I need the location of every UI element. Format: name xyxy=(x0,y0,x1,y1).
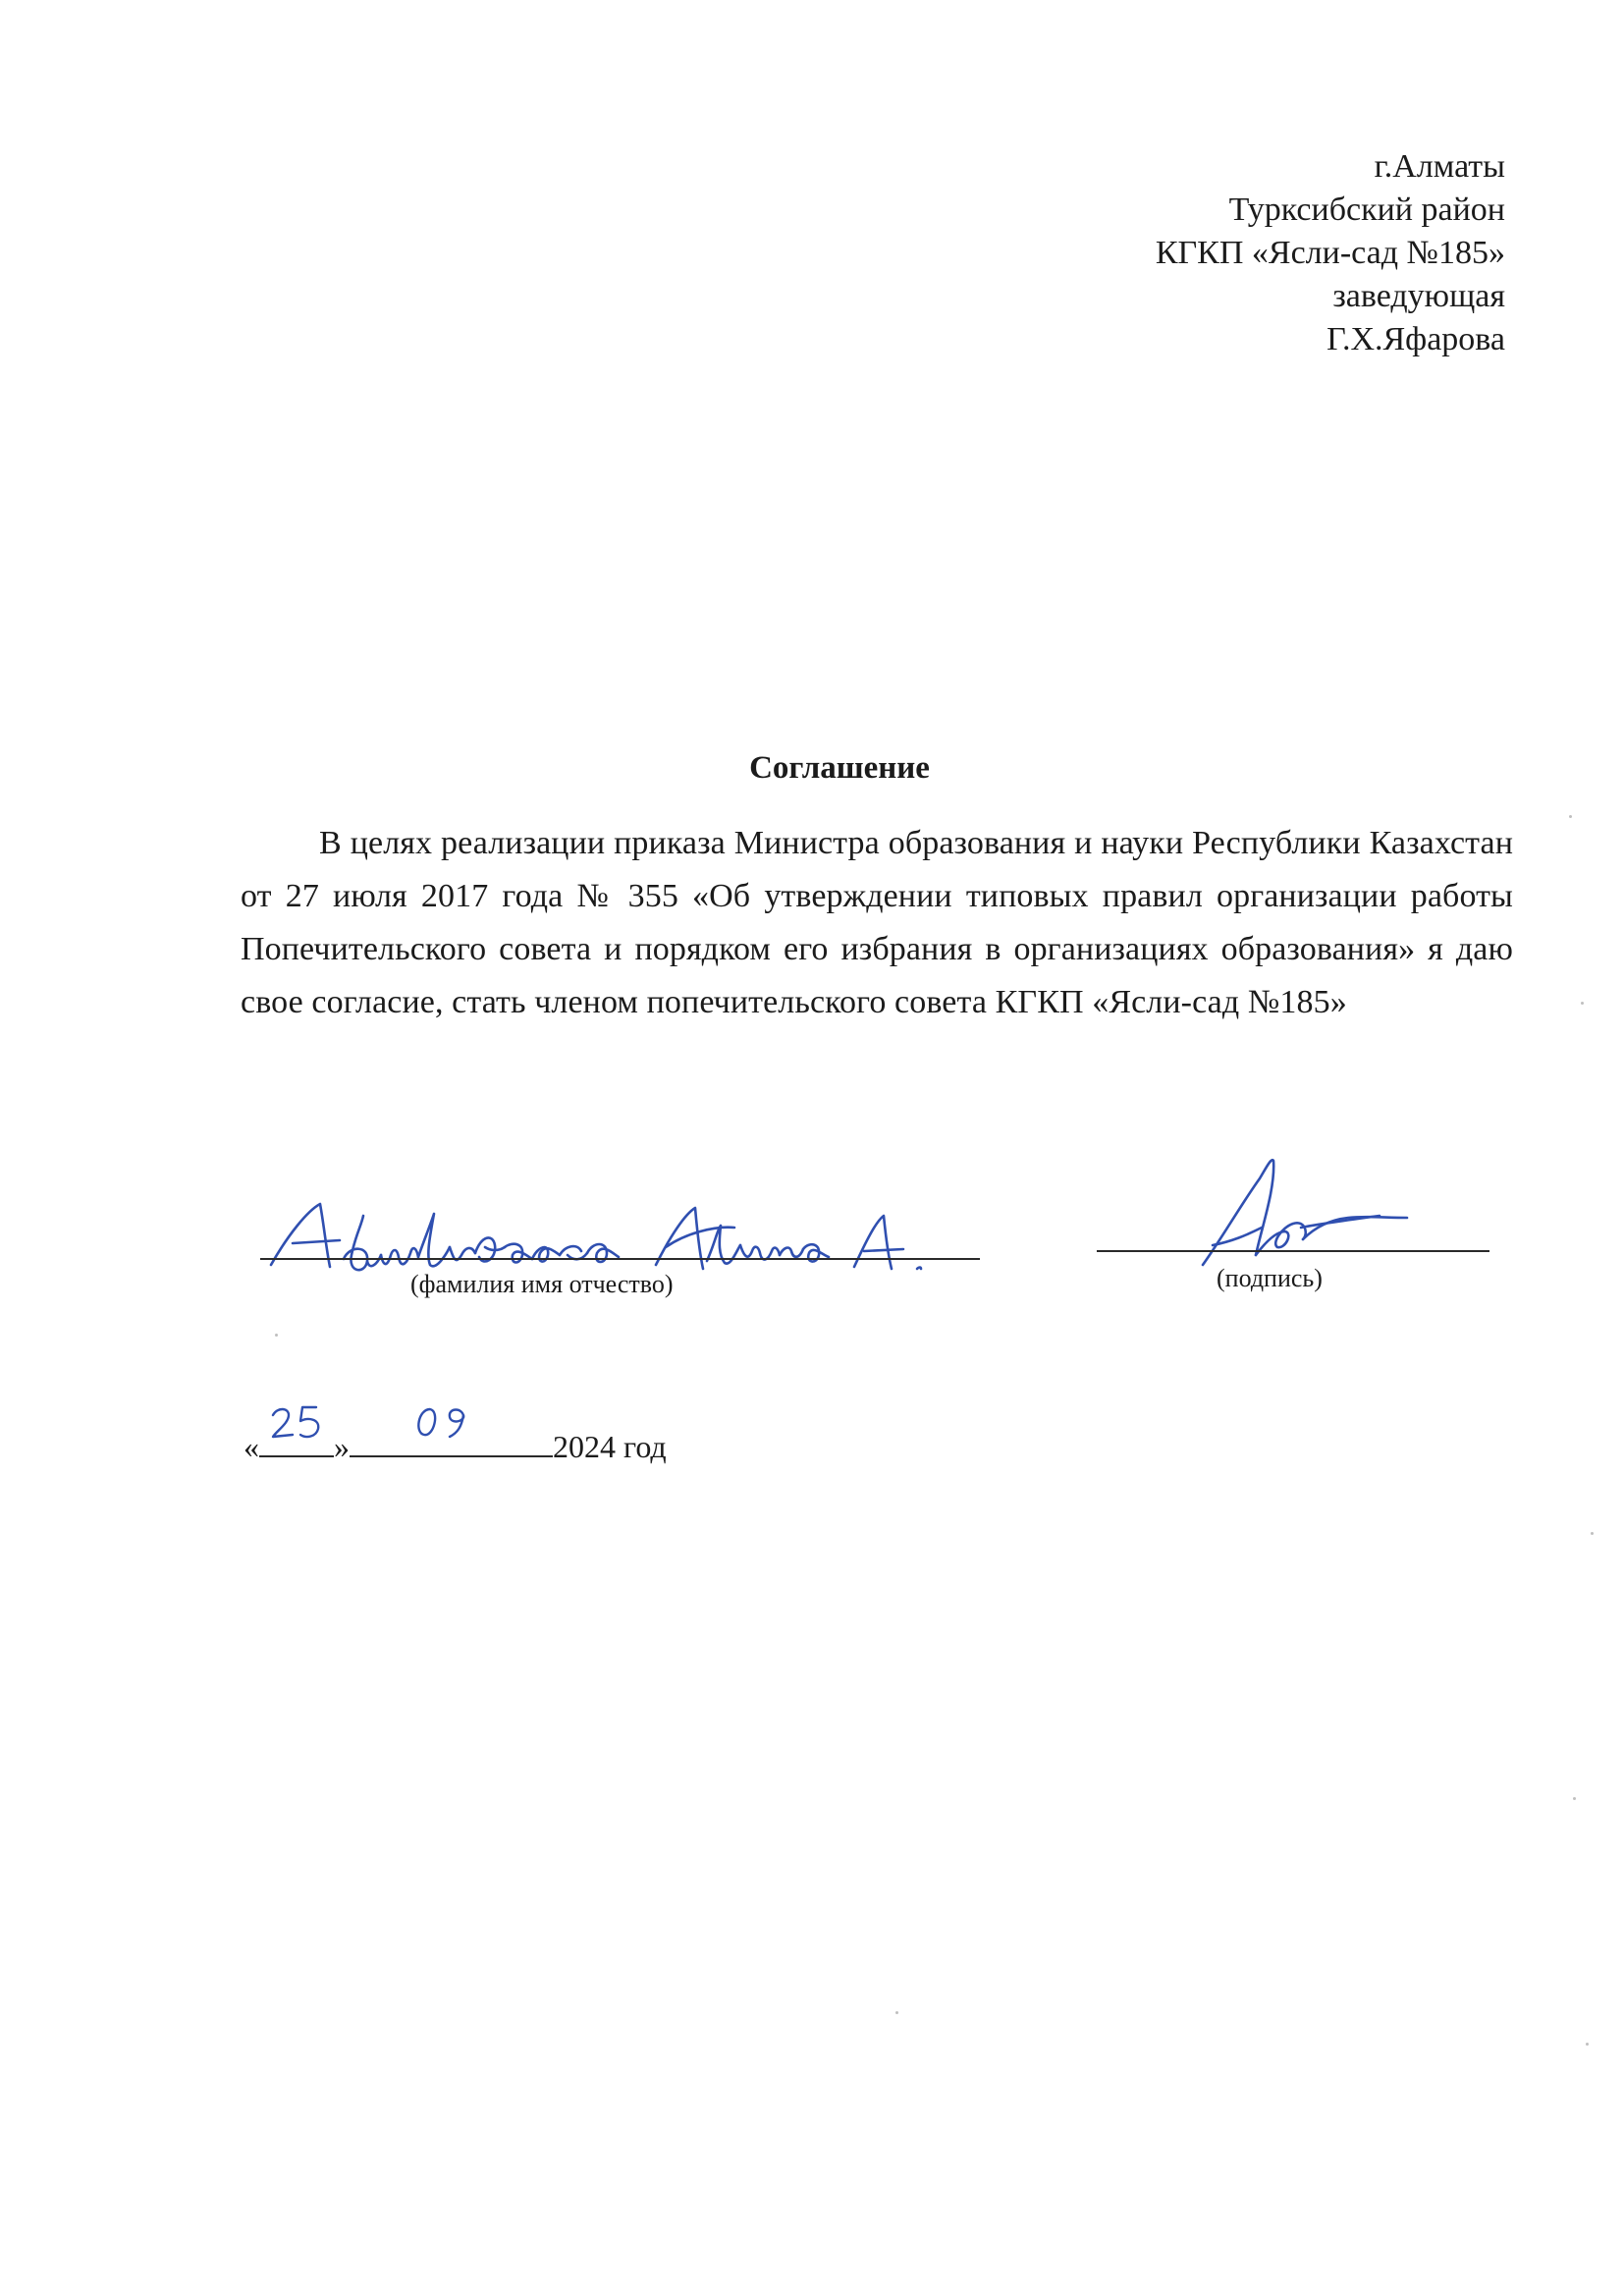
date-day-handwritten xyxy=(267,1403,330,1453)
scan-noise-dot xyxy=(1591,1532,1594,1535)
addressee-name: Г.Х.Яфарова xyxy=(1326,321,1505,357)
scan-noise-dot xyxy=(1581,1002,1584,1005)
date-year: 2024 год xyxy=(553,1429,667,1464)
addressee-district: Турксибский район xyxy=(1228,191,1505,228)
scan-noise-dot xyxy=(1573,1797,1576,1800)
addressee-organization: КГКП «Ясли-сад №185» xyxy=(1155,235,1505,271)
date-month-handwritten xyxy=(410,1403,479,1453)
name-line xyxy=(260,1258,980,1260)
signature-line xyxy=(1097,1250,1489,1252)
document-body: В целях реализации приказа Министра образования и науки Республики Казахстан от 27 июля 2017 года № 355 «Об утверждении типовых правил организации работы Попечительского совета и порядком его избрания в организациях образования» я даю свое согласие, стать членом попечительского совета КГКП «Ясли-сад №185» xyxy=(241,825,1513,1020)
handwritten-signature xyxy=(1183,1149,1419,1277)
date-close-quote: » xyxy=(334,1429,350,1464)
scan-noise-dot xyxy=(1586,2043,1589,2046)
scan-noise-dot xyxy=(895,2011,898,2014)
addressee-block xyxy=(1156,145,1505,361)
addressee-city: г.Алматы xyxy=(1374,148,1505,185)
date-month-blank xyxy=(350,1422,553,1457)
date-day-blank xyxy=(259,1422,334,1457)
scan-noise-dot xyxy=(1569,815,1572,818)
name-caption: (фамилия имя отчество) xyxy=(410,1270,674,1298)
scan-noise-dot xyxy=(275,1334,278,1337)
document-title: Соглашение xyxy=(749,750,930,786)
date-open-quote: « xyxy=(244,1429,259,1464)
signature-caption: (подпись) xyxy=(1217,1264,1323,1292)
addressee-position: заведующая xyxy=(1332,278,1505,314)
date-line xyxy=(244,1422,667,1468)
